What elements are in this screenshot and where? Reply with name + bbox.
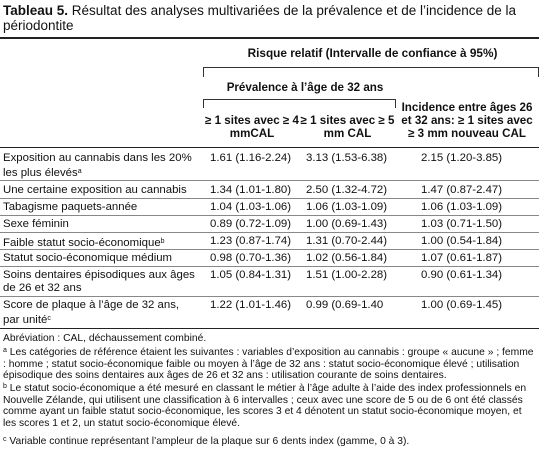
footnote-marker: b	[160, 238, 165, 245]
cell-r6-c3: 0.90 (0.61-1.34)	[421, 269, 503, 281]
row-label-text: Exposition au cannabis dans les 20% les plus élevés	[3, 152, 192, 179]
cell-r5-c1: 0.98 (0.70-1.36)	[210, 252, 292, 264]
cell-r4-c3: 1.00 (0.54-1.84)	[421, 235, 503, 247]
cell-r0-c1: 1.61 (1.16-2.24)	[210, 152, 292, 164]
row-label-episodic-dental: Soins dentaires épisodiques aux âges de 26 et 32 ans	[3, 269, 195, 294]
bottom-rule	[0, 328, 539, 329]
cell-r2-c3: 1.06 (1.03-1.09)	[421, 201, 503, 213]
row-label-medium-ses: Statut socio-économique médium	[3, 252, 173, 264]
cell-r1-c3: 1.47 (0.87-2.47)	[421, 184, 503, 196]
cell-r3-c3: 1.03 (0.71-1.50)	[421, 218, 503, 230]
table-title	[3, 3, 536, 33]
cell-r3-c2: 1.00 (0.69-1.43)	[306, 218, 388, 230]
footnote-marker: a	[77, 168, 82, 175]
cell-r6-c1: 1.05 (0.84-1.31)	[210, 269, 292, 281]
row-label-some-cannabis: Une certaine exposition au cannabis	[3, 184, 187, 196]
footnote-c	[3, 434, 536, 448]
footnote-b-text: Le statut socio-économique a été mesuré en classant le métier à l’âge adulte à l’aide des index professionnels en Nouvelle Zélande, qui utilisent une classification à 6 intervalles ; ceux avec une score de 5 ou de 6 ont été classés comme ayant un faible statut socio-économique, les scores 3 et 4 dénotent un statut socio-économique moyen, et les scores 1 et 2, un statut socio-économique élevé.	[3, 383, 527, 429]
row-divider	[0, 232, 539, 233]
prevalence-bracket-left	[203, 99, 300, 108]
row-label-text: Faible statut socio-économique	[3, 237, 161, 249]
cell-r4-c2: 1.31 (0.70-2.44)	[306, 235, 388, 247]
footnote-a-text: Les catégories de référence étaient les suivantes : variables d’exposition au cannabis : groupe « aucune » ; femme : homme ; statut socio-économique faible ou moyen à l’âge de 32 ans : statut socio-économique élevé ; utilisation épisodique des soins dentaires aux âges de 26 et 32 ans : utilisation courante de soins dentaires.	[3, 347, 534, 382]
footnote-b-marker: b	[3, 383, 7, 390]
footnote-abbreviation: Abréviation : CAL, déchaussement combiné.	[3, 333, 207, 344]
group-header: Risque relatif (Intervalle de confiance à 95%)	[247, 46, 498, 60]
cell-r6-c2: 1.51 (1.00-2.28)	[306, 269, 388, 281]
row-label-pack-years: Tabagisme paquets-année	[3, 201, 138, 213]
row-divider	[0, 215, 539, 216]
cell-r5-c2: 1.02 (0.56-1.84)	[306, 252, 388, 264]
group-bracket-left	[203, 67, 364, 77]
cell-r2-c1: 1.04 (1.03-1.06)	[210, 201, 292, 213]
cell-r3-c1: 0.89 (0.72-1.09)	[210, 218, 292, 230]
footnote-marker: c	[47, 315, 51, 322]
row-divider	[0, 296, 539, 297]
row-label-plaque-score	[3, 299, 198, 327]
cell-r4-c1: 1.23 (0.87-1.74)	[210, 235, 292, 247]
cell-r7-c1: 1.22 (1.01-1.46)	[210, 299, 292, 311]
row-label-text: Score de plaque à l’âge de 32 ans, par unité	[3, 299, 180, 326]
row-divider	[0, 266, 539, 267]
table-caption: Résultat des analyses multivariées de la prévalence et de l’incidence de la périodontite	[3, 3, 517, 33]
table-number: Tableau 5.	[3, 3, 69, 18]
cell-r0-c3: 2.15 (1.20-3.85)	[421, 152, 503, 164]
top-rule	[0, 37, 539, 39]
prevalence-header: Prévalence à l’âge de 32 ans	[226, 81, 384, 94]
prevalence-bracket-right	[299, 99, 396, 108]
row-divider	[0, 180, 539, 181]
cell-r1-c1: 1.34 (1.01-1.80)	[210, 184, 292, 196]
row-divider	[0, 198, 539, 199]
footnote-c-text: Variable continue représentant l’ampleur de la plaque sur 6 dents index (gamme, 0 à 3).	[9, 436, 410, 447]
footnote-c-marker: c	[3, 436, 7, 443]
cell-r2-c2: 1.06 (1.03-1.09)	[306, 201, 388, 213]
cell-r7-c2: 0.99 (0.69-1.40	[306, 299, 384, 311]
row-label-female: Sexe féminin	[3, 218, 69, 230]
cell-r1-c2: 2.50 (1.32-4.72)	[306, 184, 388, 196]
footnote-a-marker: a	[3, 347, 7, 354]
cell-r5-c3: 1.07 (0.61-1.87)	[421, 252, 503, 264]
column-header-5mm: ≥ 1 sites avec ≥ 5 mm CAL	[300, 114, 395, 140]
footnote-b	[3, 381, 536, 429]
row-divider	[0, 249, 539, 250]
cell-r0-c2: 3.13 (1.53-6.38)	[306, 152, 388, 164]
row-label-cannabis-top20	[3, 152, 203, 180]
row-label-low-ses	[3, 235, 165, 250]
group-bracket-right	[363, 67, 539, 77]
column-header-4mm: ≥ 1 sites avec ≥ 4 mmCAL	[205, 114, 299, 140]
footnote-a	[3, 345, 536, 382]
cell-r7-c3: 1.00 (0.69-1.45)	[421, 299, 503, 311]
column-header-incidence: Incidence entre âges 26 et 32 ans: ≥ 1 sites avec ≥ 3 mm nouveau CAL	[401, 101, 533, 140]
header-rule	[0, 147, 539, 148]
